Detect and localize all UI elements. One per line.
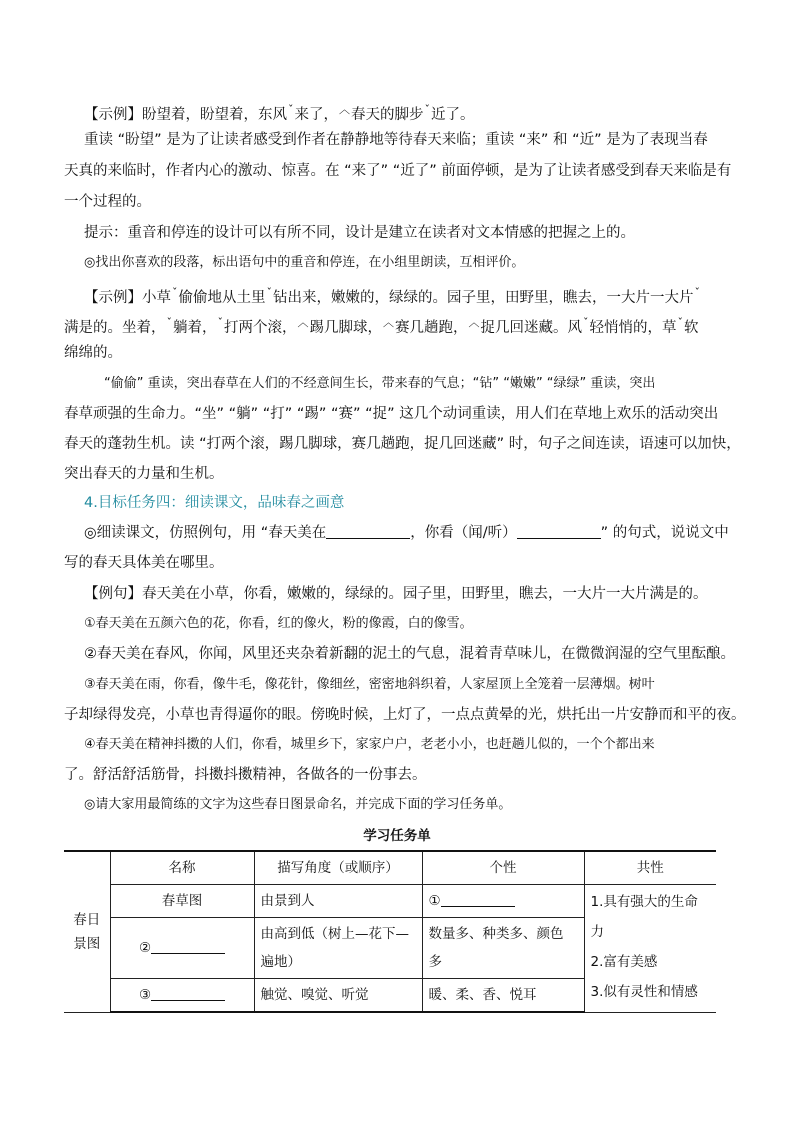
text: 轻悄悄的，草 xyxy=(589,320,677,336)
stress-mark: ˇ xyxy=(217,316,223,329)
explain-2-line1: “偷偷” 重读，突出春草在人们的不经意间生长，带来春的气息；“钻” “嫩嫩” “绿绿” 重读，突出 xyxy=(104,376,656,391)
explain-2-line3: 春天的蓬勃生机。读 “打两个滚，踢几脚球，赛几趟跑，捉几回迷藏” 时，句子之间连读，语速可以加快， xyxy=(64,436,741,452)
text: 踢几脚球， xyxy=(309,320,382,336)
text: 由高到低（树上—花下— xyxy=(260,926,409,942)
example-1 xyxy=(84,100,724,125)
section-heading-task4: 4.目标任务四：细读课文，品味春之画意 xyxy=(84,495,345,511)
text: 景图 xyxy=(73,935,101,952)
task-sheet-table xyxy=(64,850,716,1013)
header-common: 共性 xyxy=(584,851,716,885)
text: ” 的句式，说说文中 xyxy=(600,525,729,541)
text: 遍地） xyxy=(260,954,301,970)
cell-common xyxy=(584,885,716,1013)
cell-angle-1: 由景到人 xyxy=(254,885,422,918)
fill-blank xyxy=(517,524,601,539)
cell-trait-1 xyxy=(422,885,584,918)
text: 捉几回迷藏。风 xyxy=(480,320,582,336)
instruction-read: ◎找出你喜欢的段落，标出语句中的重音和停连，在小组里朗读，互相评价。 xyxy=(84,255,525,270)
liaison-mark: ︿ xyxy=(468,316,480,329)
stress-mark: ˇ xyxy=(677,316,683,329)
fill-blank xyxy=(151,939,225,954)
text: 来了， xyxy=(294,107,338,123)
row-group-label xyxy=(64,851,110,1012)
text: ◎细读课文，仿照例句，用 “春天美在 xyxy=(84,525,327,541)
instruction-sentence-line1 xyxy=(84,523,729,543)
cell-name-3 xyxy=(110,979,254,1013)
example-2-line3: 绵绵的。 xyxy=(64,345,122,361)
text: 数量多、种类多、颜色 xyxy=(428,926,564,942)
text: ，你看（闻/听） xyxy=(410,525,517,541)
explain-1-line3: 一个过程的。 xyxy=(64,194,151,210)
cell-trait-3: 暖、柔、香、悦耳 xyxy=(422,979,584,1013)
text: 赛几趟跑， xyxy=(395,320,468,336)
item-2: ②春天美在春风，你闻，风里还夹杂着新翻的泥土的气息，混着青草味儿，在微微润湿的空气里酝酿。 xyxy=(84,646,735,662)
text: 偷偷地从土里 xyxy=(178,290,266,306)
text: 【示例】盼望着，盼望着，东风 xyxy=(84,107,287,123)
header-trait: 个性 xyxy=(422,851,584,885)
text: 1.具有强大的生命 xyxy=(590,894,698,910)
text: 满是的。坐着， xyxy=(64,320,166,336)
example-2-line1 xyxy=(84,283,724,308)
text: 【示例】小草 xyxy=(84,290,171,306)
item-3-line1: ③春天美在雨，你看，像牛毛，像花针，像细丝，密密地斜织着，人家屋顶上全笼着一层薄烟。树叶 xyxy=(84,677,655,692)
text: 3.似有灵性和情感 xyxy=(590,984,698,1000)
text: 近了。 xyxy=(431,107,475,123)
item-1: ①春天美在五颜六色的花，你看，红的像火，粉的像霞，白的像雪。 xyxy=(84,616,473,631)
header-angle: 描写角度（或顺序） xyxy=(254,851,422,885)
stress-mark: ˇ xyxy=(288,103,294,116)
text: 打两个滚， xyxy=(224,320,297,336)
cell-name-2 xyxy=(110,918,254,979)
text: 力 xyxy=(590,924,604,940)
item-4-line1: ④春天美在精神抖擞的人们，你看，城里乡下，家家户户，老老小小，也赶趟儿似的，一个个都出来 xyxy=(84,737,655,752)
cell-angle-3: 触觉、嗅觉、听觉 xyxy=(254,979,422,1013)
stress-mark: ˇ xyxy=(583,316,589,329)
sample-sentence: 【例句】春天美在小草，你看，嫩嫩的，绿绿的。园子里，田野里，瞧去，一大片一大片满是的。 xyxy=(84,586,708,602)
item-4-line2: 了。舒活舒活筋骨，抖擞抖擞精神，各做各的一份事去。 xyxy=(64,767,427,783)
text: ③ xyxy=(138,987,152,1003)
explain-2-line4: 突出春天的力量和生机。 xyxy=(64,466,224,482)
stress-mark: ˇ xyxy=(266,286,272,299)
text: 2.富有美感 xyxy=(590,954,658,970)
text: 软 xyxy=(684,320,699,336)
header-name: 名称 xyxy=(110,851,254,885)
fill-blank xyxy=(441,892,515,907)
liaison-mark: ︿ xyxy=(297,316,309,329)
stress-mark: ˇ xyxy=(166,316,172,329)
liaison-mark: ︿ xyxy=(339,103,350,116)
text: ② xyxy=(138,940,152,956)
item-3-line2: 子却绿得发亮，小草也青得逼你的眼。傍晚时候，上灯了，一点点黄晕的光，烘托出一片安静而和平的夜。 xyxy=(64,707,746,723)
explain-2-line2: 春草顽强的生命力。“坐” “躺” “打” “踢” “赛” “捉” 这几个动词重读，用人们在草地上欢乐的活动突出 xyxy=(64,406,719,422)
stress-mark: ˇ xyxy=(424,103,430,116)
text: 躺着， xyxy=(173,320,217,336)
instruction-sentence-line2: 写的春天具体美在哪里。 xyxy=(64,555,224,571)
text: 春天的脚步 xyxy=(351,107,424,123)
explain-1-line2: 天真的来临时，作者内心的激动、惊喜。在 “来了” “近了” 前面停顿，是为了让读者感受到春天来临是有 xyxy=(64,163,732,179)
instruction-table: ◎请大家用最简练的文字为这些春日图景命名，并完成下面的学习任务单。 xyxy=(84,797,512,812)
cell-name-1: 春草图 xyxy=(110,885,254,918)
fill-blank xyxy=(151,986,225,1001)
cell-trait-2 xyxy=(422,918,584,979)
text: 钻出来，嫩嫩的，绿绿的。园子里，田野里，瞧去，一大片一大片 xyxy=(273,290,694,306)
tip: 提示：重音和停连的设计可以有所不同，设计是建立在读者对文本情感的把握之上的。 xyxy=(84,225,635,241)
example-2-line2 xyxy=(64,313,704,338)
text: ① xyxy=(428,893,441,909)
table-title: 学习任务单 xyxy=(363,828,431,844)
explain-1-line1: 重读 “盼望” 是为了让读者感受到作者在静静地等待春天来临；重读 “来” 和 “近” 是为了表现当春 xyxy=(84,132,708,148)
stress-mark: ˇ xyxy=(694,286,700,299)
fill-blank xyxy=(326,524,410,539)
liaison-mark: ︿ xyxy=(383,316,394,329)
cell-angle-2 xyxy=(254,918,422,979)
stress-mark: ˇ xyxy=(172,286,178,299)
text: 春日 xyxy=(73,911,101,928)
text: 多 xyxy=(428,954,442,970)
